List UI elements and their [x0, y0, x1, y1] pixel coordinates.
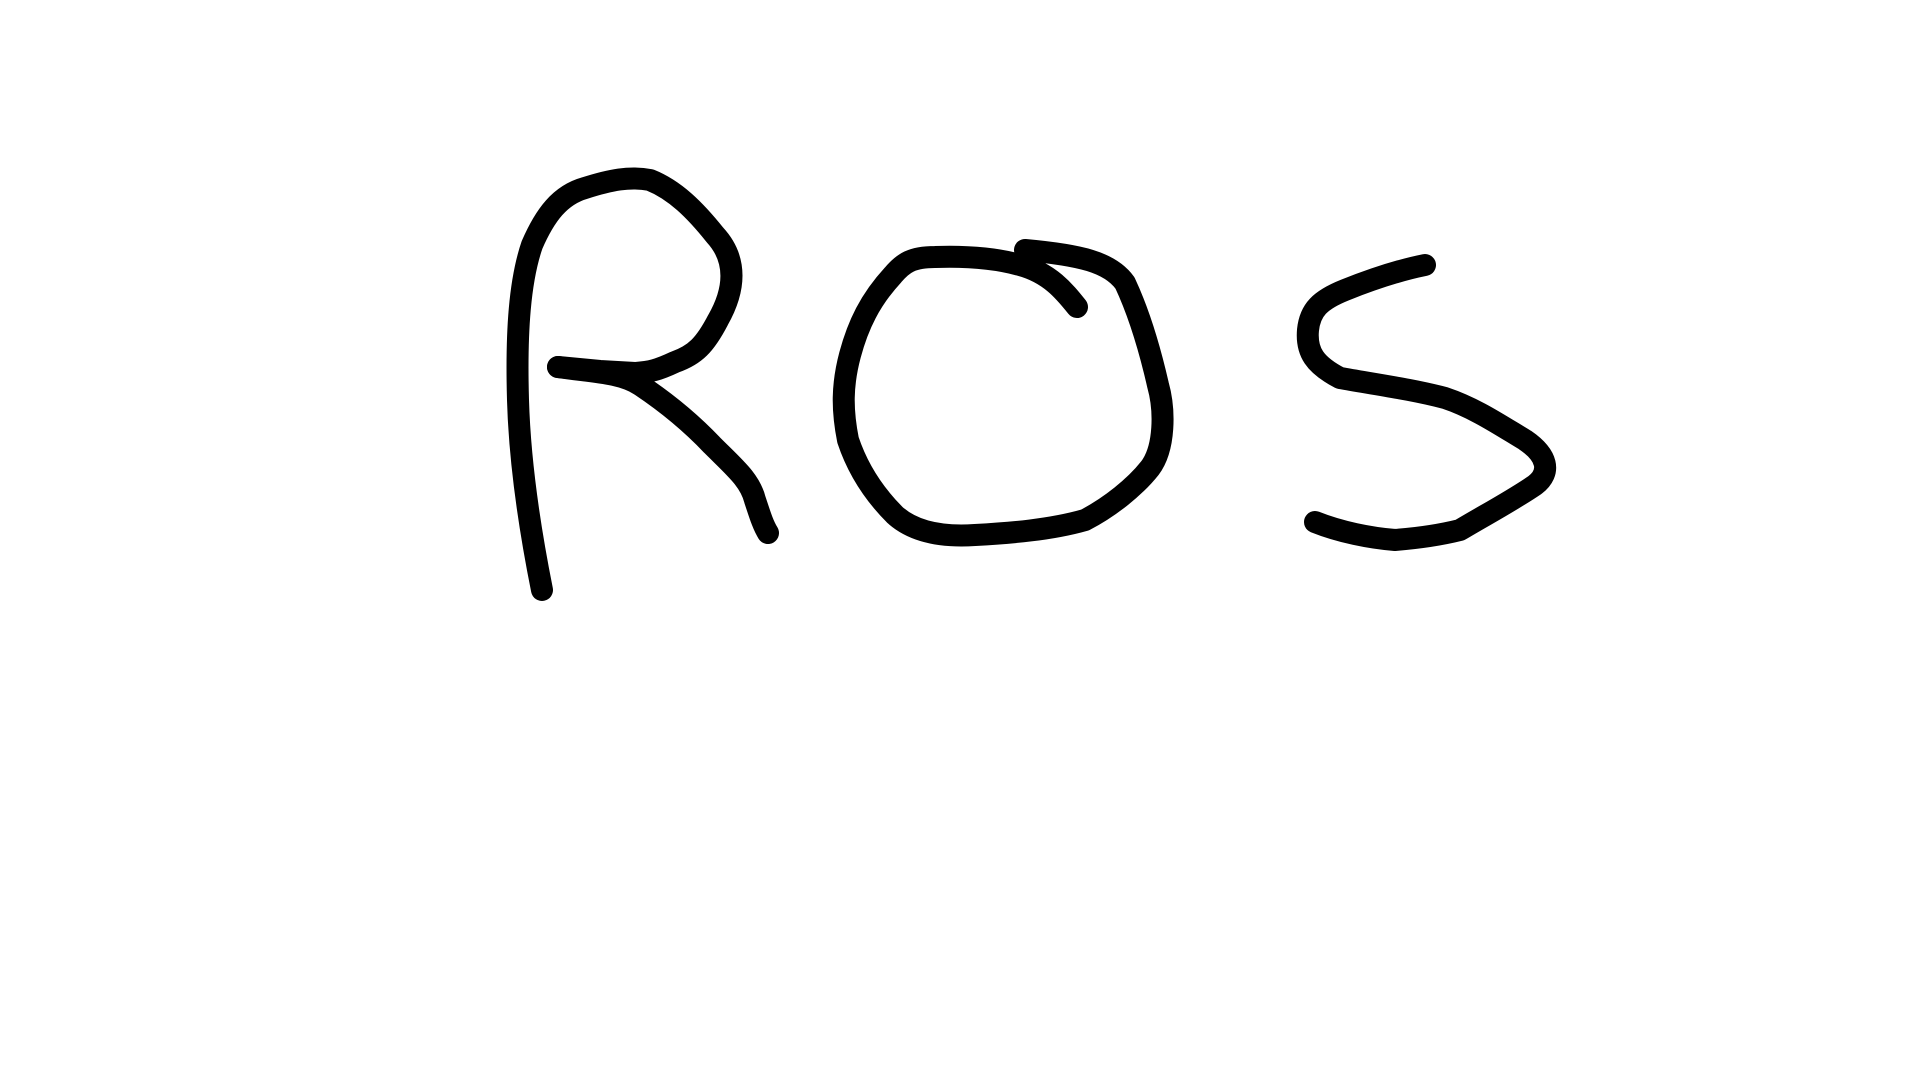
letter-s-stroke [1308, 265, 1545, 540]
letter-r-leg-stroke [558, 367, 768, 533]
handwritten-letter-r [518, 178, 768, 590]
handwritten-letter-s [1308, 265, 1545, 540]
handwritten-letter-o [844, 250, 1163, 535]
letter-o-stroke [844, 250, 1163, 535]
